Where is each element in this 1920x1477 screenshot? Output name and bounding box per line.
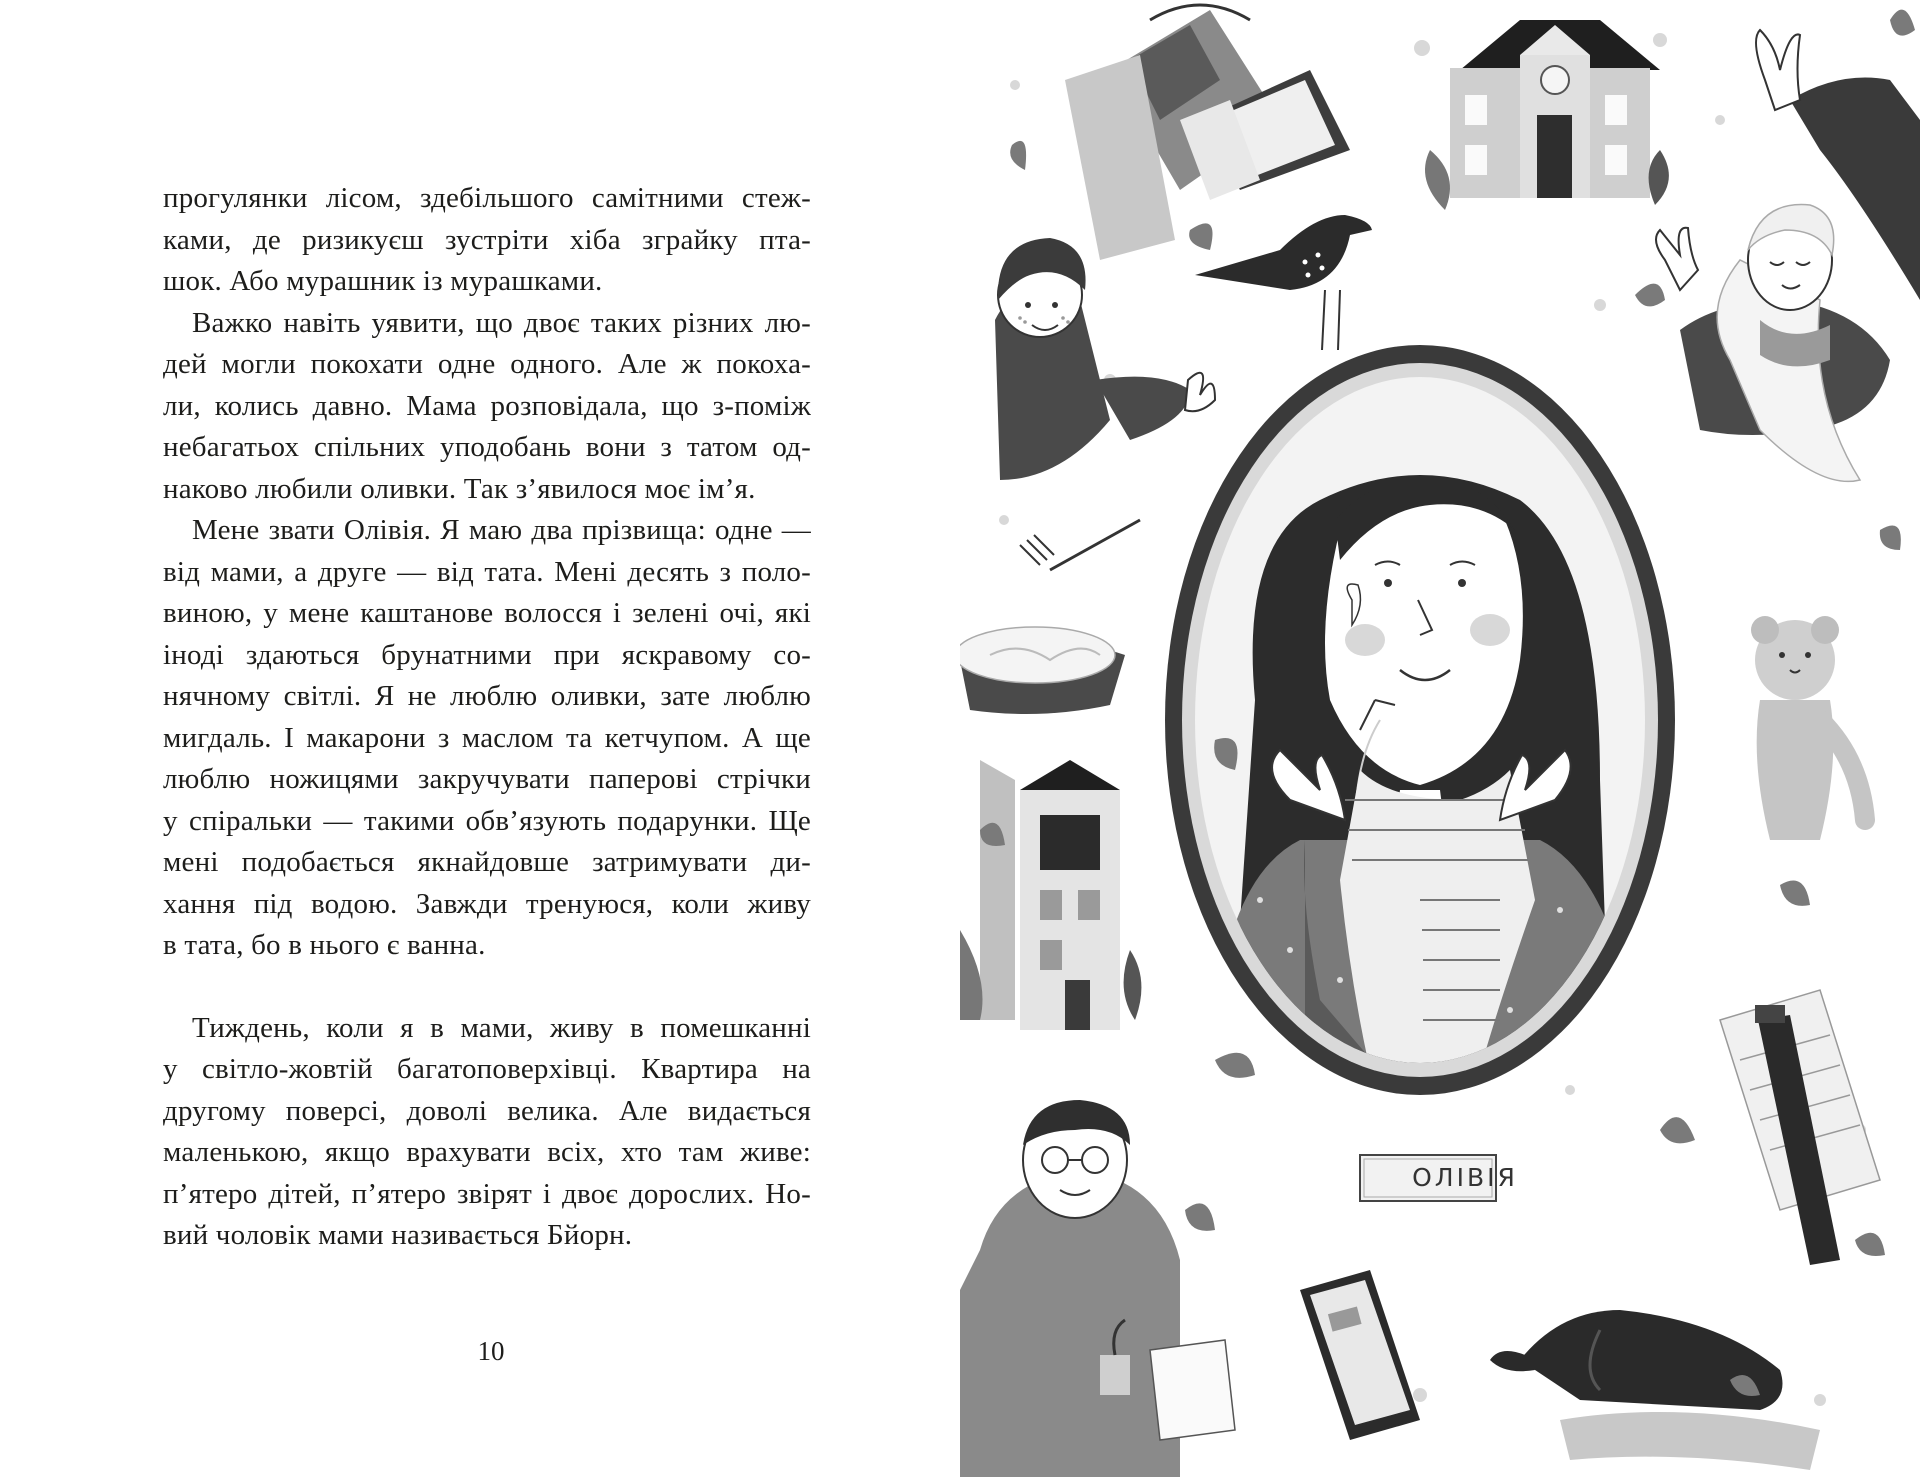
- text-line: у світло-жовтій багатоповерхівці. Квартира на: [163, 1053, 811, 1085]
- text-line: шок. Або мурашник із мурашками.: [163, 265, 603, 297]
- paragraph: [163, 303, 811, 511]
- text-line: наково любили оливки. Так з’явилося моє ім’я.: [163, 472, 756, 505]
- text-line: маленькою, якщо врахувати всіх, хто там живе:: [163, 1136, 811, 1168]
- text-line: дей могли покохати одне одного. Але ж покоха-: [163, 348, 811, 380]
- name-plate-label: ОЛІВІЯ: [1412, 1163, 1518, 1192]
- paragraph: [163, 178, 811, 303]
- text-line: небагатьох спільних уподобань вони з татом од-: [163, 431, 811, 463]
- dog-icon: [1490, 1310, 1820, 1470]
- smartphone-icon: [1300, 1270, 1420, 1440]
- text-line: у спіральки — такими обв’язують подарунки. Ще: [163, 804, 811, 837]
- books-and-bag-icon: [1065, 5, 1350, 260]
- boy-with-freckles-icon: [995, 238, 1215, 480]
- text-line: п’ятеро дітей, п’ятеро звірят і двоє дорослих. Но-: [163, 1177, 811, 1210]
- text-line: вий чоловік мами називається Бйорн.: [163, 1219, 633, 1251]
- text-line: ли, колись давно. Мама розповідала, що з-поміж: [163, 389, 811, 422]
- section-break: [163, 967, 811, 1008]
- fork-icon: [1020, 520, 1140, 570]
- body-text: [163, 178, 811, 1257]
- illustration-canvas: [960, 0, 1920, 1477]
- teddy-bear-icon: [1751, 616, 1865, 840]
- text-line: мені подобається якнайдовше затримувати ди-: [163, 846, 811, 878]
- man-with-glasses-icon: [960, 1100, 1235, 1477]
- text-line: прогулянки лісом, здебільшого самітними стеж-: [163, 182, 811, 214]
- paragraph: [163, 510, 811, 967]
- text-line: хання під водою. Завжди тренуюся, коли живу: [163, 887, 811, 920]
- text-line: в тата, бо в нього є ванна.: [163, 929, 486, 961]
- paragraph: [163, 1008, 811, 1257]
- house-icon: [1425, 20, 1669, 210]
- apartment-building-icon: [960, 760, 1141, 1030]
- text-line: Тиждень, коли я в мами, живу в помешканні: [192, 1011, 811, 1044]
- text-line: від мами, а друге — від тата. Мені десять з поло-: [163, 555, 811, 588]
- text-line: Важко навіть уявити, що двоє таких різних лю-: [192, 306, 811, 339]
- text-line: виною, у мене каштанове волосся і зелені очі, які: [163, 597, 811, 629]
- bird-icon: [1195, 215, 1372, 350]
- blonde-woman-waving-icon: [1656, 205, 1890, 482]
- text-line: Мене звати Олівія. Я маю два прізвища: одне —: [192, 514, 811, 546]
- right-page-illustration: [960, 0, 1920, 1477]
- text-line: другому поверсі, доволі велика. Але видається: [163, 1094, 811, 1127]
- text-line: мигдаль. І макарони з маслом та кетчупом. А ще: [163, 721, 811, 754]
- text-line: ками, де ризикуєш зустріти хіба зграйку пта-: [163, 223, 811, 256]
- text-line: нячному світлі. Я не люблю оливки, зате люблю: [163, 680, 811, 712]
- page-number: 10: [477, 1336, 505, 1366]
- text-line: іноді здаються брунатними при яскравому со-: [163, 638, 811, 671]
- spaghetti-bowl-icon: [960, 627, 1125, 714]
- text-line: люблю ножицями закручувати паперові стрічки: [163, 763, 811, 795]
